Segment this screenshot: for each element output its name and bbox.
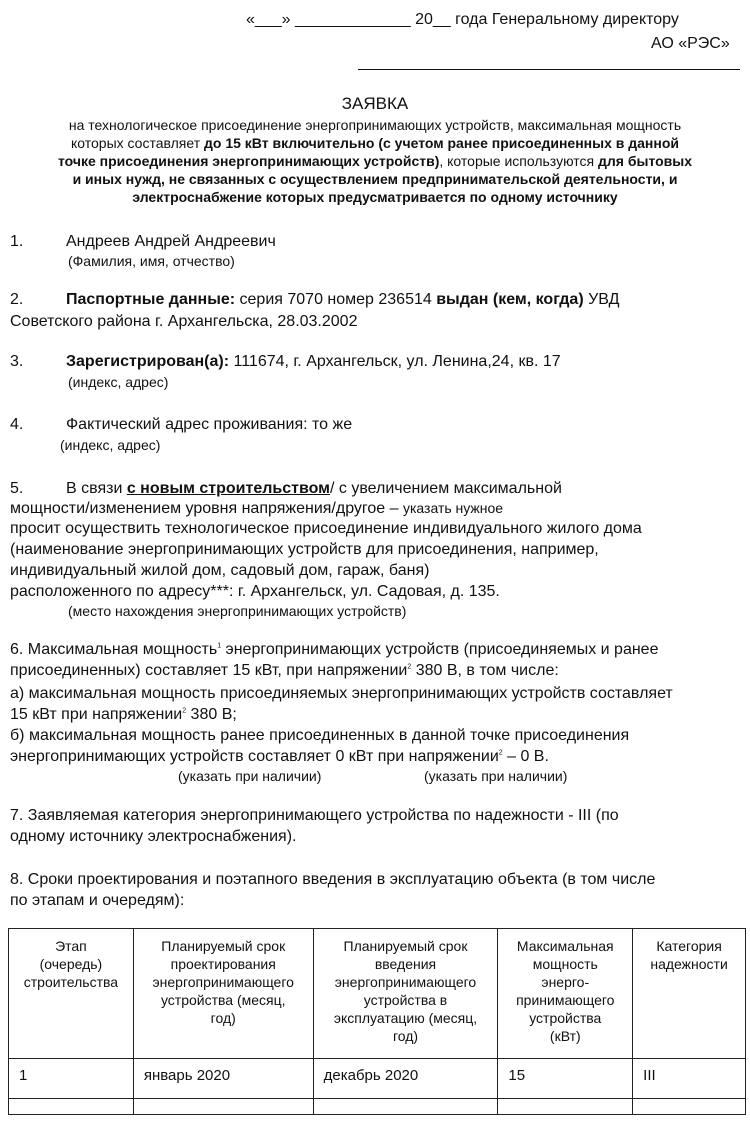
registration-address: Зарегистрирован(а): 111674, г. Архангельск, ул. Ленина,24, кв. 17: [66, 353, 561, 370]
table-row: [9, 1059, 746, 1099]
title-line-1: на технологическое присоединение энергопринимающих устройств, максимальная мощность: [68, 117, 682, 133]
cell-reliability: III: [633, 1059, 746, 1099]
section-1-number: 1.: [10, 233, 24, 250]
reliability-line-1: 7. Заявляемая категория энергопринимающего устройства по надежности - III (по: [10, 807, 619, 824]
power-hint-2: (указать при наличии): [424, 768, 568, 784]
cell-commissioning-term: декабрь 2020: [313, 1059, 498, 1099]
section-3-number: 3.: [10, 353, 24, 370]
header-design-term: Планируемый срок проектирования энергопринимающего устройства (месяц, год): [133, 929, 313, 1059]
reason-line-3: просит осуществить технологическое присоединение индивидуального жилого дома: [10, 520, 642, 537]
section-5-number: 5.: [10, 480, 24, 497]
addressee-org: АО «РЭС»: [651, 35, 730, 52]
power-line-6: энергопринимающих устройств составляет 0 кВт при напряжении$^2$ – 0 В.: [10, 748, 549, 765]
header-commissioning-term: Планируемый срок введения энергопринимающего устройства в эксплуатацию (месяц, год): [313, 929, 498, 1059]
table-header-row: [9, 929, 746, 1059]
power-line-5: б) максимальная мощность ранее присоединенных в данной точке присоединения: [10, 727, 630, 744]
power-line-3: а) максимальная мощность присоединяемых энергопринимающих устройств составляет: [10, 685, 673, 702]
cell-design-term: январь 2020: [133, 1059, 313, 1099]
header-stage: Этап (очередь) строительства: [9, 929, 134, 1059]
date-line: «___» _____________ 20__ года Генеральному директору: [246, 11, 679, 28]
table-row-empty: [9, 1099, 746, 1115]
schedule-line-1: 8. Сроки проектирования и поэтапного введения в эксплуатацию объекта (в том числе: [10, 871, 656, 888]
actual-address: Фактический адрес проживания: то же: [66, 416, 353, 433]
title-line-3: точке присоединения энергопринимающих устройств), которые используются для бытовых: [57, 153, 693, 169]
reason-line-2: мощности/изменением уровня напряжения/другое – указать нужное: [10, 500, 504, 517]
cell-stage: 1: [9, 1059, 134, 1099]
cell-max-power: 15: [498, 1059, 633, 1099]
registration-hint: (индекс, адрес): [68, 374, 169, 390]
applicant-name-hint: (Фамилия, имя, отчество): [68, 253, 235, 269]
schedule-table: [8, 928, 746, 1115]
passport-line-1: Паспортные данные: серия 7070 номер 236514 выдан (кем, когда) УВД: [66, 291, 620, 308]
reason-line-1: В связи с новым строительством/ с увеличением максимальной: [66, 480, 562, 497]
title-line-5: электроснабжение которых предусматривается по одному источнику: [132, 189, 618, 205]
reliability-line-2: одному источнику электроснабжения).: [10, 828, 297, 845]
section-4-number: 4.: [10, 416, 24, 433]
power-line-4: 15 кВт при напряжении$^2$ 380 В;: [10, 706, 237, 723]
object-address: расположенного по адресу***: г. Архангельск, ул. Садовая, д. 135.: [10, 583, 500, 600]
document-title: ЗАЯВКА: [341, 94, 409, 113]
schedule-line-2: по этапам и очередям):: [10, 892, 185, 909]
title-line-2: которых составляет до 15 кВт включительно (с учетом ранее присоединенных в данной: [70, 135, 679, 151]
actual-address-hint: (индекс, адрес): [60, 437, 161, 453]
section-2-number: 2.: [10, 291, 24, 308]
reason-line-5: индивидуальный жилой дом, садовый дом, гараж, баня): [10, 562, 430, 579]
title-line-4: и иных нужд, не связанных с осуществлением предпринимательской деятельности, и: [72, 171, 678, 187]
signature-line: [358, 69, 740, 70]
passport-line-2: Советского района г. Архангельска, 28.03.2002: [10, 313, 358, 330]
power-line-1: 6. Максимальная мощность$^1$ энергопринимающих устройств (присоединяемых и ранее: [10, 641, 659, 658]
applicant-name: Андреев Андрей Андреевич: [66, 233, 276, 250]
power-hint-1: (указать при наличии): [178, 768, 322, 784]
header-reliability: Категория надежности: [633, 929, 746, 1059]
reason-line-4: (наименование энергопринимающих устройств для присоединения, например,: [10, 541, 599, 558]
power-line-2: присоединенных) составляет 15 кВт, при напряжении$^2$ 380 В, в том числе:: [10, 662, 559, 679]
header-max-power: Максимальная мощность энерго- принимающего устройства (кВт): [498, 929, 633, 1059]
object-address-hint: (место нахождения энергопринимающих устройств): [68, 603, 407, 619]
